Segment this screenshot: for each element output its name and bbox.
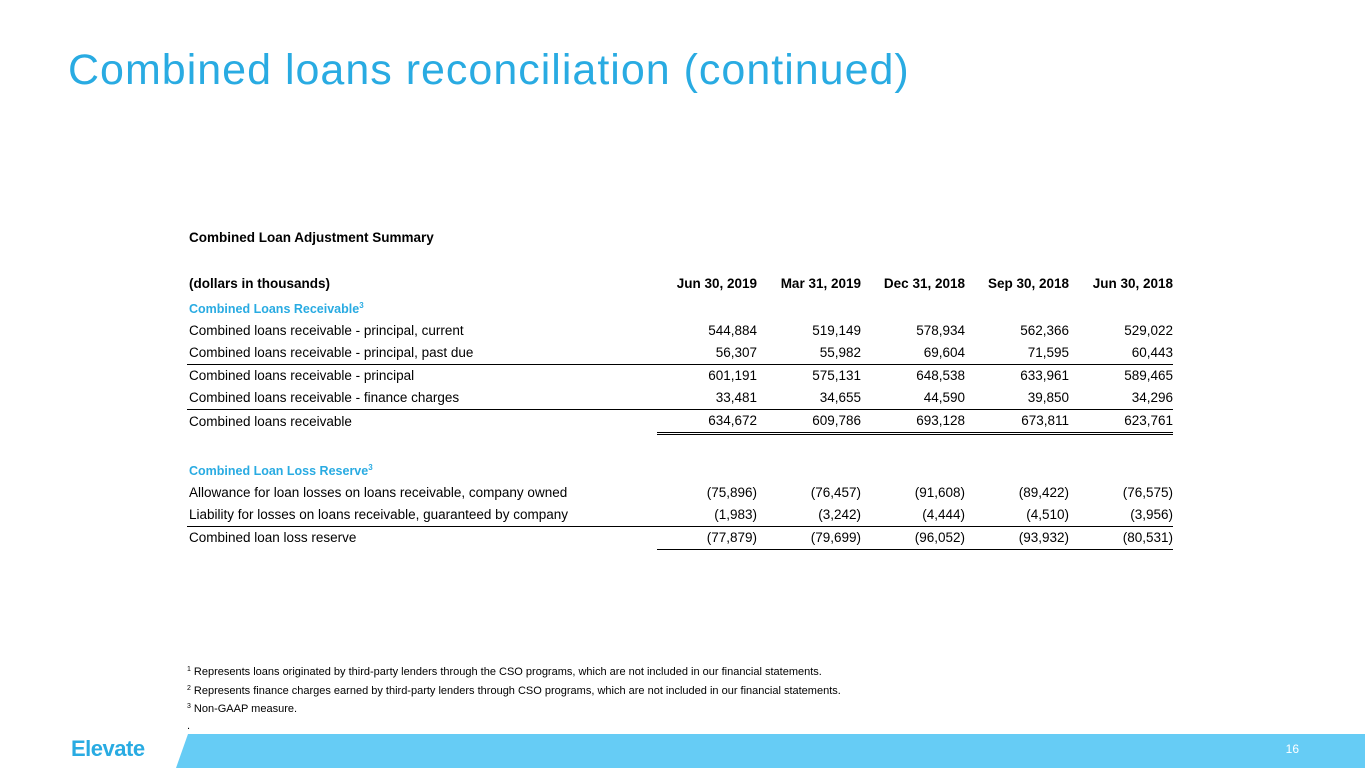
- cell-value: (1,983): [657, 504, 757, 527]
- footnote: [187, 681, 841, 700]
- footnote-text: Represents finance charges earned by third-party lenders through CSO programs, which are not included in our financial statements.: [193, 684, 841, 697]
- footnote: [187, 662, 841, 681]
- cell-value: 648,538: [916, 368, 965, 383]
- cell-value: (96,052): [861, 527, 965, 550]
- cell-value: (77,879): [657, 527, 757, 550]
- header-units-label: (dollars in thousands): [189, 276, 331, 291]
- cell-value: 623,761: [1069, 410, 1173, 434]
- table-row: [187, 387, 1173, 410]
- row-label: Combined loans receivable - finance charges: [187, 387, 657, 410]
- footnote-text: Non-GAAP measure.: [193, 703, 298, 715]
- cell-value: (93,932): [965, 527, 1069, 550]
- cell-value: (89,422): [1018, 485, 1069, 500]
- cell-value: (4,510): [965, 504, 1069, 527]
- cell-value: 575,131: [812, 368, 861, 383]
- section-heading-receivable: [187, 295, 657, 320]
- cell-value: 56,307: [657, 342, 757, 365]
- section-header-row: [187, 457, 1173, 482]
- cell-value: 33,481: [657, 387, 757, 410]
- cell-value: (91,608): [914, 485, 965, 500]
- cell-value: 39,850: [965, 387, 1069, 410]
- section-heading-text: Combined Loan Loss Reserve: [189, 464, 369, 478]
- footer-bar: [0, 734, 1365, 768]
- cell-value: 562,366: [1020, 323, 1069, 338]
- footnote-text: .: [187, 719, 191, 732]
- cell-value: (4,444): [861, 504, 965, 527]
- row-label: Combined loan loss reserve: [189, 530, 357, 546]
- row-label: Combined loans receivable - principal: [189, 368, 415, 383]
- footnote-mark: 2: [187, 684, 191, 692]
- cell-value: 55,982: [757, 342, 861, 365]
- column-header: Sep 30, 2018: [987, 276, 1069, 291]
- page-title: Combined loans reconciliation (continued): [68, 46, 910, 94]
- section-header-row: [187, 295, 1173, 320]
- cell-value: 544,884: [708, 323, 757, 338]
- cell-value: (80,531): [1069, 527, 1173, 550]
- cell-value: 693,128: [861, 410, 965, 434]
- cell-value: (76,457): [810, 485, 861, 500]
- table-row: [187, 320, 1173, 342]
- elevate-logo: Elevate: [71, 736, 145, 761]
- cell-value: 578,934: [916, 323, 965, 338]
- cell-value: (79,699): [757, 527, 861, 550]
- column-header: Jun 30, 2019: [676, 276, 757, 291]
- row-label: Combined loans receivable: [189, 413, 352, 429]
- footnote-mark: 3: [359, 301, 364, 310]
- section-heading-reserve: [187, 457, 657, 482]
- cell-value: 44,590: [861, 387, 965, 410]
- column-header: Dec 31, 2018: [883, 276, 965, 291]
- cell-value: 634,672: [657, 410, 757, 434]
- cell-value: 69,604: [861, 342, 965, 365]
- page-number: 16: [1285, 742, 1299, 756]
- cell-value: 519,149: [812, 323, 861, 338]
- cell-value: 601,191: [708, 368, 757, 383]
- footnote: [187, 699, 841, 718]
- row-label: Allowance for loan losses on loans receivable, company owned: [189, 485, 568, 500]
- column-header: Mar 31, 2019: [780, 276, 861, 291]
- footnotes: [187, 662, 841, 734]
- cell-value: 633,961: [1020, 368, 1069, 383]
- row-label: Combined loans receivable - principal, current: [189, 323, 464, 338]
- row-label: Liability for losses on loans receivable, guaranteed by company: [187, 504, 657, 527]
- cell-value: 34,296: [1069, 387, 1173, 410]
- footnote-mark: 3: [368, 463, 373, 472]
- cell-value: 589,465: [1124, 368, 1173, 383]
- cell-value: 609,786: [757, 410, 861, 434]
- table-row: [187, 342, 1173, 365]
- cell-value: 34,655: [757, 387, 861, 410]
- table-row: [187, 482, 1173, 504]
- table-total-row: [187, 527, 1173, 550]
- footnote: [187, 718, 841, 735]
- cell-value: (75,896): [706, 485, 757, 500]
- table-row: [187, 365, 1173, 388]
- footnote-text: Represents loans originated by third-party lenders through the CSO programs, which are not included in our financial statements.: [193, 666, 822, 678]
- column-header: Jun 30, 2018: [1092, 276, 1173, 291]
- section-heading-text: Combined Loans Receivable: [189, 302, 360, 316]
- cell-value: (3,956): [1069, 504, 1173, 527]
- table-total-row: [187, 410, 1173, 434]
- table-header-row: [187, 273, 1173, 295]
- table-caption: Combined Loan Adjustment Summary: [189, 230, 434, 245]
- cell-value: (3,242): [757, 504, 861, 527]
- table-row: [187, 504, 1173, 527]
- cell-value: 60,443: [1069, 342, 1173, 365]
- cell-value: (76,575): [1122, 485, 1173, 500]
- cell-value: 673,811: [965, 410, 1069, 434]
- row-label: Combined loans receivable - principal, past due: [187, 342, 657, 365]
- cell-value: 529,022: [1124, 323, 1173, 338]
- cell-value: 71,595: [965, 342, 1069, 365]
- loan-adjustment-table: [187, 273, 1173, 550]
- footnote-mark: 1: [187, 666, 191, 673]
- footnote-mark: 3: [187, 703, 191, 710]
